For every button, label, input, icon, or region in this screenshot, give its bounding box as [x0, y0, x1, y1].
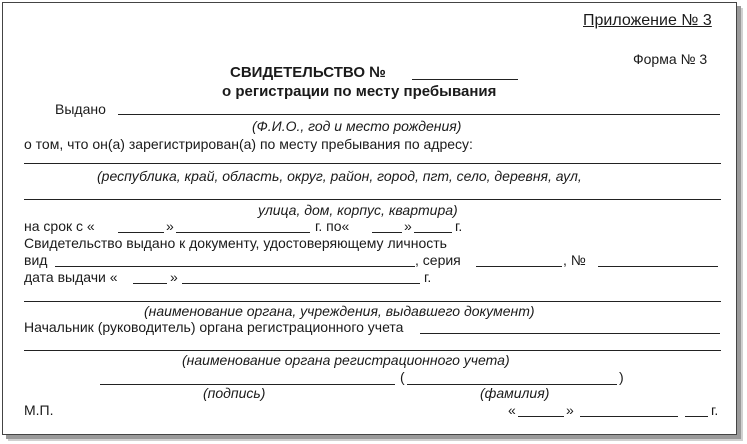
street-hint: улица, дом, корпус, квартира)	[258, 202, 458, 218]
address-hint: (республика, край, область, округ, район, город, пгт, село, деревня, аул,	[97, 168, 582, 184]
issue-day-field[interactable]	[133, 283, 167, 284]
document-issued-text: Свидетельство выдано к документу, удостоверяющему личность	[24, 235, 447, 251]
term-label: на срок с «	[24, 218, 95, 234]
series-field[interactable]	[476, 266, 562, 267]
registered-text: о том, что он(а) зарегистрирован(а) по месту пребывания по адресу:	[24, 136, 473, 152]
head-field[interactable]	[420, 333, 720, 334]
doc-type-label: вид	[24, 252, 48, 268]
address-field-1[interactable]	[24, 163, 721, 164]
date-month-field[interactable]	[580, 416, 678, 417]
issuing-authority-field[interactable]	[24, 301, 721, 302]
surname-open-paren: (	[400, 369, 405, 385]
term-to-day-field[interactable]	[372, 232, 402, 233]
term-to-month-field[interactable]	[414, 232, 452, 233]
term-from-day-field[interactable]	[118, 232, 164, 233]
appendix-label: Приложение № 3	[583, 12, 712, 29]
full-name-field[interactable]	[118, 114, 720, 115]
certificate-title: СВИДЕТЕЛЬСТВО №	[230, 64, 386, 81]
stamp-label: М.П.	[24, 402, 54, 418]
head-label: Начальник (руководитель) органа регистрационного учета	[24, 319, 404, 335]
issue-date-label: дата выдачи «	[24, 269, 118, 285]
address-field-2[interactable]	[24, 199, 721, 200]
term-from-quote: »	[166, 218, 174, 234]
term-from-month-field[interactable]	[176, 232, 310, 233]
number-label: , №	[563, 252, 586, 268]
issued-to-label: Выдано	[55, 101, 106, 117]
term-year-label: г.	[455, 218, 463, 234]
date-day-field[interactable]	[518, 416, 564, 417]
issue-year-label: г.	[424, 269, 432, 285]
date-year-field[interactable]	[685, 416, 708, 417]
date-open-quote: «	[508, 402, 516, 418]
registration-authority-hint: (наименование органа регистрационного учета)	[182, 352, 510, 368]
issue-month-field[interactable]	[182, 283, 420, 284]
issue-date-quote: »	[170, 269, 178, 285]
doc-type-field[interactable]	[55, 266, 415, 267]
surname-hint: (фамилия)	[480, 385, 550, 401]
surname-close-paren: )	[619, 369, 624, 385]
signature-hint: (подпись)	[203, 385, 266, 401]
certificate-number-field[interactable]	[412, 79, 518, 80]
registration-authority-field[interactable]	[24, 350, 721, 351]
series-label: , серия	[415, 252, 461, 268]
name-hint: (Ф.И.О., год и место рождения)	[252, 118, 462, 134]
authority-hint: (наименование органа, учреждения, выдавшего документ)	[144, 303, 535, 319]
term-to-quote: »	[404, 218, 412, 234]
certificate-subtitle: о регистрации по месту пребывания	[222, 83, 497, 100]
date-year-label: г.	[711, 402, 719, 418]
date-close-quote: »	[566, 402, 574, 418]
form-number: Форма № 3	[633, 51, 708, 67]
term-to-label: г. по«	[315, 218, 350, 234]
number-field[interactable]	[598, 266, 718, 267]
